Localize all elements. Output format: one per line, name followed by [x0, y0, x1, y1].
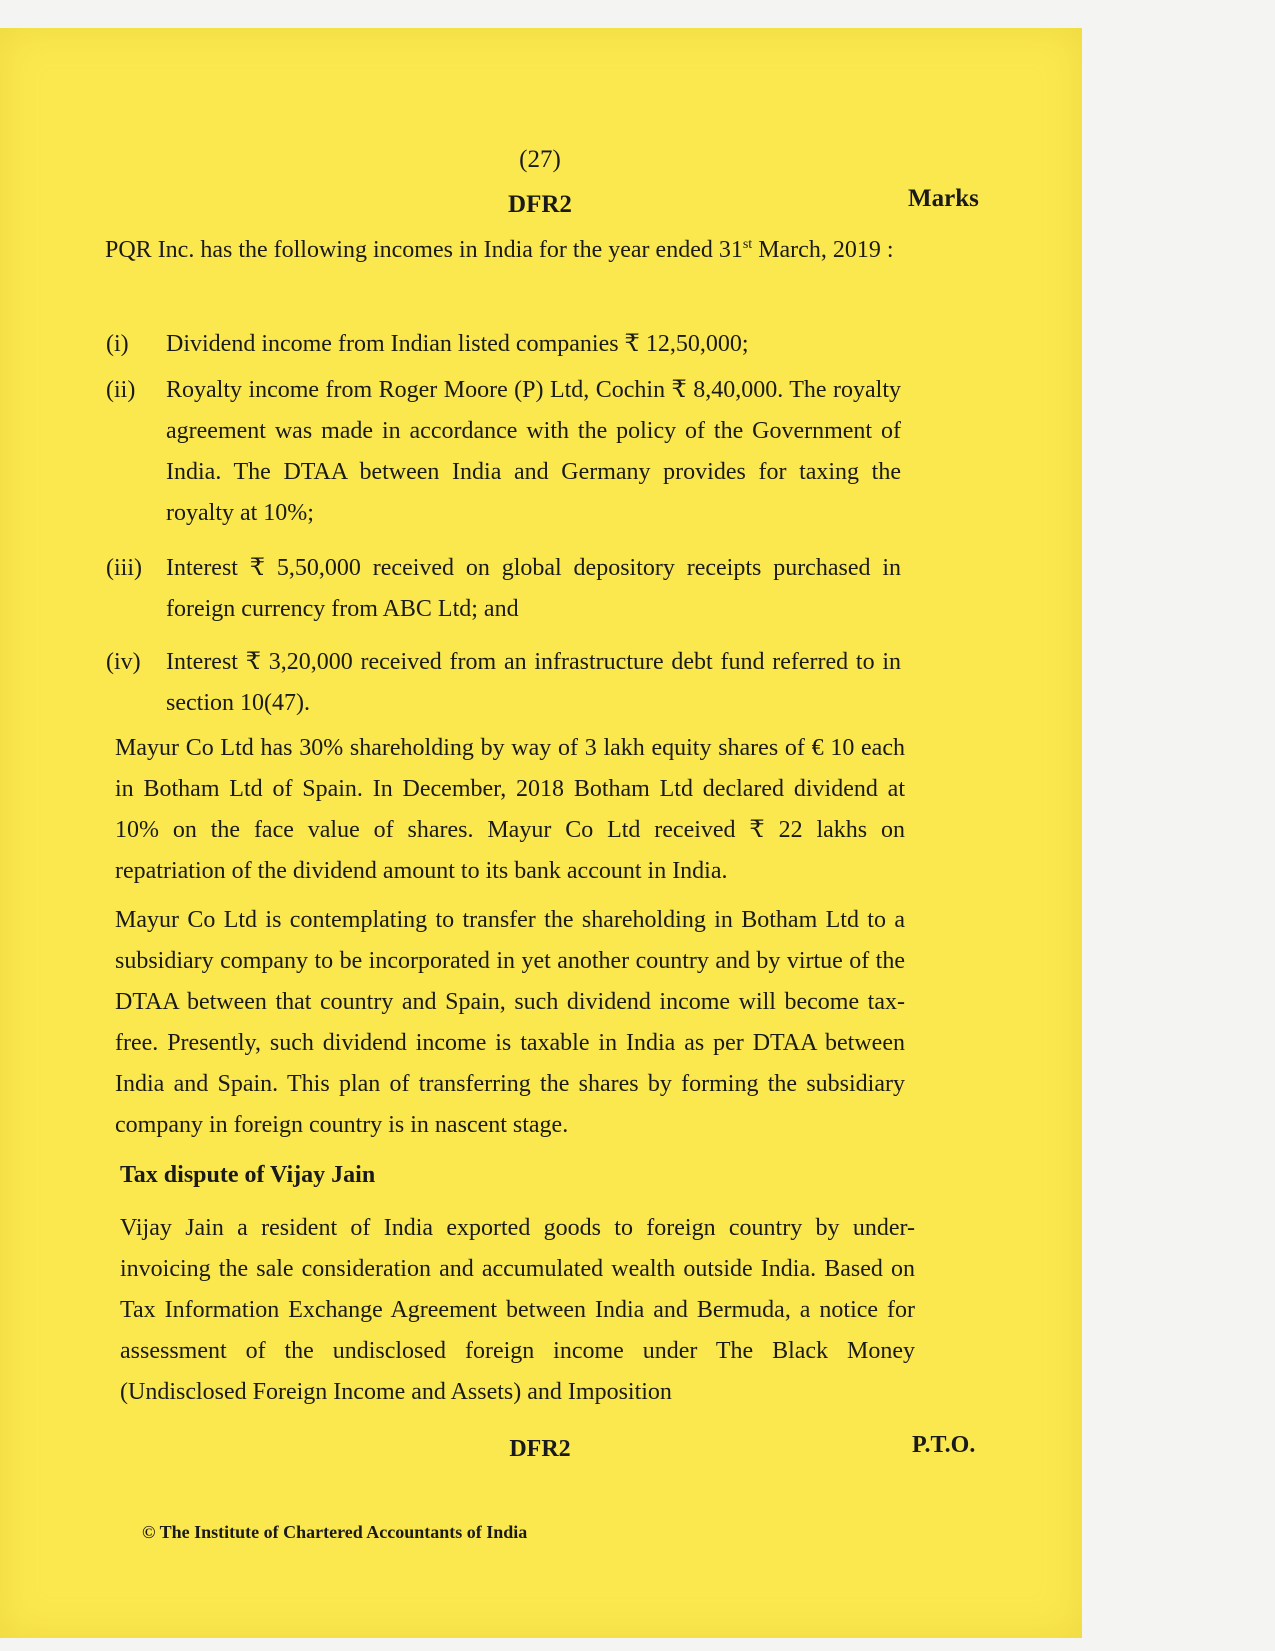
income-item-text: Interest ₹ 3,20,000 received from an infrastructure debt fund referred to in section 10(47).	[166, 649, 901, 716]
mayur-transfer-paragraph: Mayur Co Ltd is contemplating to transfer the shareholding in Botham Ltd to a subsidiary company to be incorporated in yet another country and by virtue of the DTAA between that country and Spain, such dividend income will become tax-free. Presently, such dividend income is taxable in India as per DTAA between India and Spain. This plan of transferring the shares by forming the subsidiary company in foreign country is in nascent stage.	[115, 907, 905, 1138]
exam-page	[0, 28, 1082, 1638]
income-item	[106, 370, 901, 534]
paper-code-header: DFR2	[508, 191, 572, 218]
income-item-number: (ii)	[106, 377, 136, 403]
intro-text-after: March, 2019 :	[752, 237, 894, 263]
income-item-text: Royalty income from Roger Moore (P) Ltd, Cochin ₹ 8,40,000. The royalty agreement was made in accordance with the policy of the Government of India. The DTAA between India and Germany provides for taxing the royalty at 10%;	[166, 377, 901, 526]
intro-superscript: st	[742, 237, 753, 252]
tax-dispute-heading: Tax dispute of Vijay Jain	[120, 1162, 376, 1188]
income-item-number: (i)	[106, 331, 129, 357]
income-item-text: Interest ₹ 5,50,000 received on global depository receipts purchased in foreign currency from ABC Ltd; and	[166, 555, 901, 622]
page-number: (27)	[519, 146, 561, 173]
income-item	[106, 642, 901, 724]
intro-paragraph	[105, 230, 895, 271]
mayur-shareholding-paragraph: Mayur Co Ltd has 30% shareholding by way of 3 lakh equity shares of € 10 each in Botham Ltd of Spain. In December, 2018 Botham Ltd declared dividend at 10% on the face value of shares. Mayur Co Ltd received ₹ 22 lakhs on repatriation of the dividend amount to its bank account in India.	[115, 735, 905, 884]
income-item-number: (iii)	[106, 555, 142, 581]
marks-column-label: Marks	[908, 185, 979, 212]
tax-dispute-paragraph: Vijay Jain a resident of India exported goods to foreign country by under-invoicing the sale consideration and accumulated wealth outside India. Based on Tax Information Exchange Agreement between India and Bermuda, a notice for assessment of the undisclosed foreign income under The Black Money (Undisclosed Foreign Income and Assets) and Imposition	[120, 1215, 915, 1405]
income-item	[106, 548, 901, 630]
income-item-number: (iv)	[106, 649, 141, 675]
paper-code-footer: DFR2	[509, 1436, 571, 1462]
income-item	[106, 324, 901, 365]
pto-label: P.T.O.	[912, 1432, 976, 1458]
intro-text-before: PQR Inc. has the following incomes in India for the year ended 31	[105, 237, 743, 263]
income-item-text: Dividend income from Indian listed companies ₹ 12,50,000;	[166, 331, 749, 357]
copyright-notice: © The Institute of Chartered Accountants of India	[142, 1522, 528, 1542]
